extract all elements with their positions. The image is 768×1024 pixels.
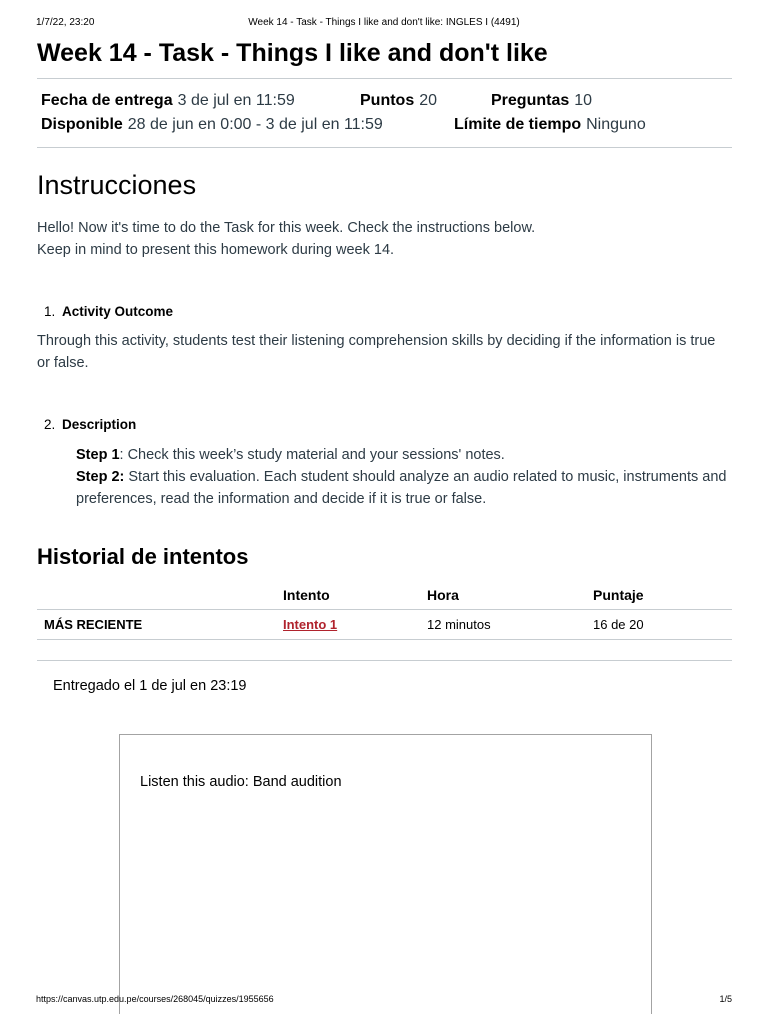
step-1: [76, 444, 732, 466]
questions-value: 10: [574, 92, 593, 109]
column-header-attempt: Intento: [276, 580, 420, 610]
points: [360, 89, 437, 113]
details-row-1: [41, 89, 732, 113]
availability-value: 28 de jun en 0:00 - 3 de jul en 11:59: [127, 116, 383, 133]
print-header: [36, 17, 732, 29]
due-date: [41, 89, 295, 113]
print-datetime: 1/7/22, 23:20: [36, 17, 95, 28]
step-2-text: Start this evaluation. Each student should analyze an audio related to music, instruments and preferences, read the information and decide if it is true or false.: [76, 469, 727, 507]
availability-label: Disponible: [41, 116, 123, 133]
attempt-score: 16 de 20: [586, 610, 732, 640]
questions: [491, 89, 592, 113]
submission-block: [37, 660, 732, 694]
quiz-title: Week 14 - Task - Things I like and don't like: [37, 38, 732, 79]
activity-outcome-item: [37, 301, 732, 323]
time-limit-label: Límite de tiempo: [454, 116, 582, 133]
attempt-history-heading: Historial de intentos: [37, 544, 249, 569]
quiz-details: [37, 79, 732, 148]
details-row-2: [41, 113, 732, 137]
step-1-text: : Check this week’s study material and your sessions' notes.: [119, 447, 505, 463]
instructions-heading: Instrucciones: [37, 170, 197, 200]
attempt-cell: [276, 610, 420, 640]
points-value: 20: [419, 92, 438, 109]
questions-label: Preguntas: [491, 92, 570, 109]
description-number: 2.: [44, 417, 56, 432]
main-content: [37, 38, 732, 694]
column-header-score: Puntaje: [586, 580, 732, 610]
intro-line-2: Keep in mind to present this homework during week 14.: [37, 242, 395, 258]
description-steps: [37, 444, 732, 510]
due-date-value: 3 de jul en 11:59: [177, 92, 295, 109]
attempt-time: 12 minutos: [420, 610, 586, 640]
table-row: [37, 610, 732, 640]
outcome-title: Activity Outcome: [62, 304, 174, 319]
print-url: https://canvas.utp.edu.pe/courses/268045/quizzes/1955656: [36, 994, 274, 1004]
submitted-text: Entregado el 1 de jul en 23:19: [53, 678, 247, 694]
step-2-label: Step 2:: [76, 469, 125, 485]
table-header-row: [37, 580, 732, 610]
due-date-label: Fecha de entrega: [41, 92, 173, 109]
time-limit: [454, 113, 646, 137]
intro-line-1: Hello! Now it's time to do the Task for this week. Check the instructions below.: [37, 220, 536, 236]
print-footer: [36, 994, 732, 1006]
question-box: [119, 734, 652, 1014]
instructions-intro: [37, 217, 732, 261]
attempt-history-table: [37, 580, 732, 640]
step-2: [76, 466, 732, 510]
question-text: Listen this audio: Band audition: [140, 774, 342, 790]
column-header-status: [37, 580, 276, 610]
time-limit-value: Ninguno: [586, 116, 646, 133]
attempt-status: MÁS RECIENTE: [37, 610, 276, 640]
step-1-label: Step 1: [76, 447, 120, 463]
description-item: [37, 414, 732, 436]
outcome-text: Through this activity, students test their listening comprehension skills by deciding if the information is true or false.: [37, 333, 716, 371]
points-label: Puntos: [360, 92, 415, 109]
attempt-1-link[interactable]: Intento 1: [283, 617, 338, 632]
availability: [41, 113, 383, 137]
print-page-title: Week 14 - Task - Things I like and don't like: INGLES I (4491): [248, 17, 520, 28]
column-header-time: Hora: [420, 580, 586, 610]
description-title: Description: [62, 417, 137, 432]
outcome-number: 1.: [44, 304, 56, 319]
print-page-number: 1/5: [719, 994, 732, 1004]
